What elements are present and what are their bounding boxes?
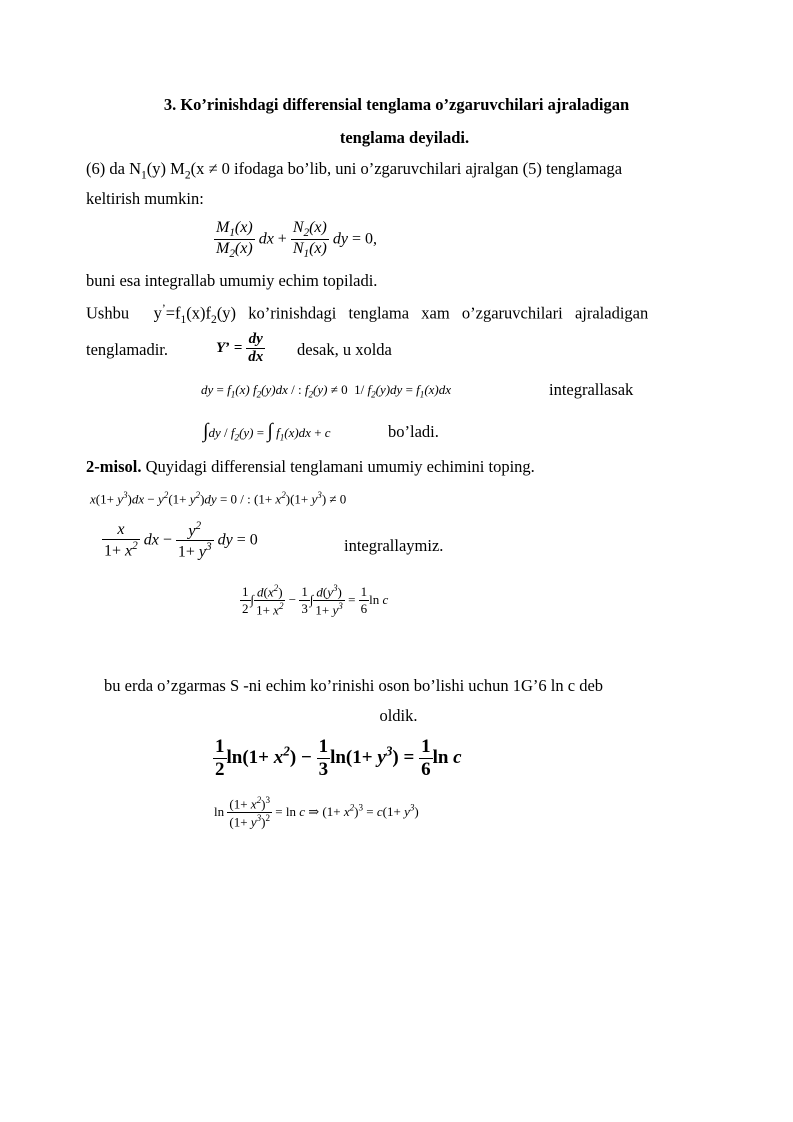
formula-example-separated: $\frac{x}{1+ x^2}$ dx − $\frac{y^2}{1+ y^3}$ dy = 0 bbox=[104, 520, 258, 561]
formula-final: ln $\frac{(1+ x^2)^3}{(1+ y^3)^2}$ = ln c ⇒ $(1+ x^2)^3 = c(1+ y^3)$ bbox=[214, 795, 419, 830]
formula-example-integral: $\frac{1}{2}$ ∫ $\frac{d(x^2)}{1+ x^2}$ − $\frac{1}{3}$ ∫ $\frac{d(y^3)}{1+ y^3}$ = $\frac{1}{6}$ ln c bbox=[242, 583, 389, 618]
formula-integral: $\int dy / f_2(y)$ = ∫ $f_1(x)dx + c$ bbox=[203, 420, 331, 443]
formula-separation: dy = $f_1(x)$ $f_2(y)dx$ / : $f_2(y) \ne 0$ 1/ $f_2(y)dy = f_1(x)dx$ bbox=[201, 382, 452, 400]
formula-integral-after: bo’ladi. bbox=[388, 422, 439, 441]
section-heading-line2: tenglama deyiladi. bbox=[339, 128, 470, 147]
formula-separation-after: integrallasak bbox=[549, 380, 634, 399]
formula-example-after: integrallaymiz. bbox=[344, 536, 444, 555]
formula-example: $x(1+ y^3)dx - y^2(1+ y^2)dy = 0$ / : $(1+ x^2)(1+ y^3) \ne 0$ bbox=[90, 490, 347, 507]
formula-derivative: Y’ = $\frac{dy}{dx}$ bbox=[216, 331, 264, 365]
paragraph-line: (6) da $N_1(y) M_2(x \ne 0$ ifodaga bo’lib, uni o’zgaruvchilari ajralgan (5) tenglamaga bbox=[86, 159, 623, 182]
note-line: bu erda o’zgarmas S -ni echim ko’rinishi oson bo’lishi uchun 1G’6 ln c deb bbox=[104, 676, 604, 695]
formula-log: $\frac{1}{2}$ $\ln(1+ x^2)$ − $\frac{1}{3}$ $\ln(1+ y^3)$ = $\frac{1}{6}$ ln c bbox=[215, 736, 462, 780]
paragraph-after: desak, u xolda bbox=[297, 340, 392, 359]
example-heading bbox=[86, 457, 535, 477]
paragraph-line: keltirish mumkin: bbox=[86, 189, 204, 208]
paragraph-label: tenglamadir. bbox=[86, 340, 169, 359]
paragraph-line: Ushbu $y^’=f_1(x)f_2(y)$ ko’rinishdagi tenglama xam o’zgaruvchilari ajraladigan bbox=[86, 303, 649, 326]
note-line2: oldik. bbox=[379, 706, 418, 725]
example-label: 2-misol. bbox=[86, 457, 142, 476]
paragraph-line: buni esa integrallab umumiy echim topiladi. bbox=[86, 271, 378, 290]
formula-separable-form: $\frac{M_1(x)}{M_2(x)}$ dx + $\frac{N_2(x)}{N_1(x)}$ dy = 0, bbox=[216, 219, 377, 261]
example-text: Quyidagi differensial tenglamani umumiy echimini toping. bbox=[141, 457, 535, 476]
section-heading: 3. Ko’rinishdagi differensial tenglama o’zgaruvchilari ajraladigan bbox=[163, 95, 630, 114]
